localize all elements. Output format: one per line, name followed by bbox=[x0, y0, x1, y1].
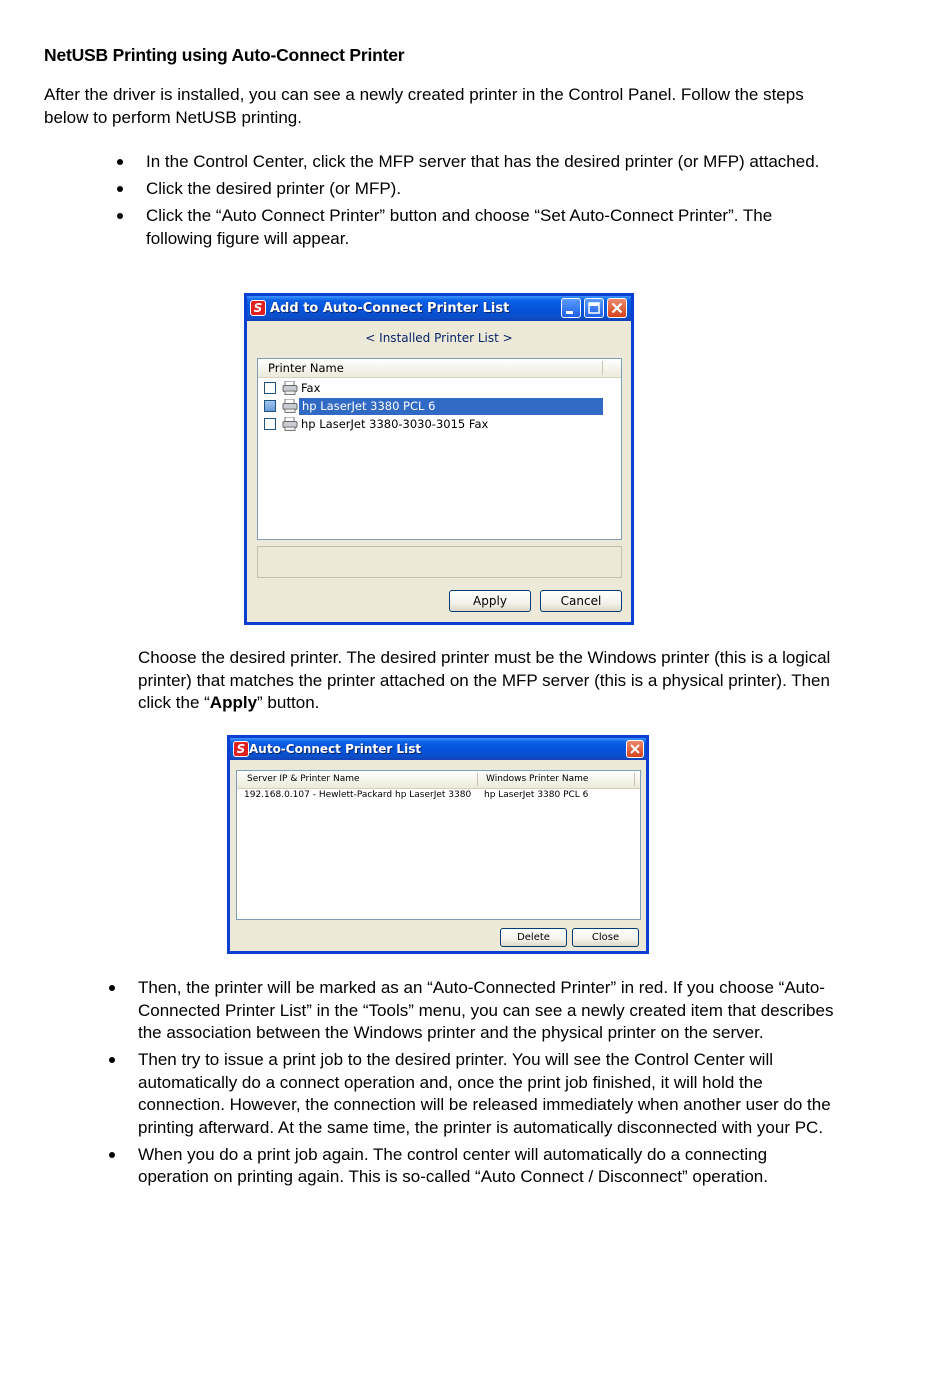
close-button[interactable]: Close bbox=[572, 928, 639, 947]
bullet-icon bbox=[117, 186, 123, 192]
list-column-header bbox=[237, 771, 640, 789]
list-item[interactable] bbox=[264, 380, 604, 397]
printer-name: hp LaserJet 3380-3030-3015 Fax bbox=[301, 417, 489, 431]
printer-checkbox[interactable] bbox=[264, 382, 276, 394]
list-item: Choose the desired printer. The desired printer must be the Windows printer (this is a logical printer) that matches the printer attached on the MFP server (this is a physical printer). Then click the “Apply” button. bbox=[138, 648, 831, 712]
bullet-icon bbox=[117, 213, 123, 219]
list-item: Click the desired printer (or MFP). bbox=[146, 178, 826, 201]
dialog-title: Add to Auto-Connect Printer List bbox=[270, 301, 510, 316]
printer-icon bbox=[282, 381, 298, 395]
delete-button[interactable]: Delete bbox=[500, 928, 567, 947]
list-item: Then try to issue a print job to the desired printer. You will see the Control Center will automatically do a connect operation and, once the print job finished, it will hold the connection. However, the connection will be released immediately when another user do the printing afterward. At the same time, the printer is automatically disconnected with your PC. bbox=[138, 1049, 838, 1139]
list-item: When you do a print job again. The control center will automatically do a connecting operation on printing again. This is so-called “Auto Connect / Disconnect” operation. bbox=[138, 1144, 838, 1189]
printer-name: hp LaserJet 3380 PCL 6 bbox=[302, 399, 436, 413]
steps-list-3 bbox=[138, 977, 838, 1193]
cancel-button[interactable]: Cancel bbox=[540, 590, 622, 612]
bullet-icon bbox=[109, 985, 115, 991]
printer-checkbox[interactable] bbox=[264, 418, 276, 430]
maximize-icon[interactable] bbox=[584, 298, 604, 318]
table-row[interactable] bbox=[244, 788, 471, 805]
table-row-cell bbox=[484, 788, 588, 805]
auto-connect-list[interactable] bbox=[236, 770, 641, 920]
column-windows-printer[interactable]: Windows Printer Name bbox=[486, 774, 589, 784]
server-printer-cell: 192.168.0.107 - Hewlett-Packard hp LaserJet 3380 bbox=[244, 790, 472, 800]
column-header-printer-name[interactable]: Printer Name bbox=[258, 359, 621, 378]
minimize-icon[interactable] bbox=[561, 298, 581, 318]
list-item: Click the “Auto Connect Printer” button and choose “Set Auto-Connect Printer”. The following figure will appear. bbox=[146, 205, 826, 250]
dialog-titlebar[interactable] bbox=[247, 296, 631, 321]
column-divider bbox=[634, 773, 635, 786]
apply-button[interactable]: Apply bbox=[449, 590, 531, 612]
list-item-selected[interactable] bbox=[264, 398, 604, 415]
bullet-icon bbox=[109, 1057, 115, 1063]
printer-checkbox[interactable] bbox=[264, 400, 276, 412]
bullet-icon bbox=[109, 1152, 115, 1158]
windows-printer-cell: hp LaserJet 3380 PCL 6 bbox=[484, 790, 589, 800]
installed-printer-list-caption: < Installed Printer List > bbox=[365, 331, 513, 345]
list-item[interactable] bbox=[264, 416, 604, 433]
close-icon[interactable] bbox=[607, 298, 627, 318]
column-server-ip[interactable]: Server IP & Printer Name bbox=[247, 774, 360, 784]
list-item: Then, the printer will be marked as an “Auto-Connected Printer” in red. If you choose “Auto-Connected Printer List” in the “Tools” menu, you can see a newly created item that describes the association between the Windows printer and the physical printer on the server. bbox=[138, 977, 838, 1045]
dialog-title: Auto-Connect Printer List bbox=[249, 742, 422, 756]
steps-list-1 bbox=[146, 151, 826, 255]
status-box bbox=[257, 546, 622, 578]
add-auto-connect-dialog bbox=[244, 293, 634, 625]
bullet-icon bbox=[117, 159, 123, 165]
app-logo-icon: S bbox=[233, 741, 249, 757]
page-heading: NetUSB Printing using Auto-Connect Printer bbox=[44, 45, 405, 65]
printer-list[interactable] bbox=[257, 358, 622, 540]
dialog-titlebar[interactable] bbox=[230, 738, 646, 760]
steps-list-2 bbox=[138, 647, 838, 715]
app-logo-icon: S bbox=[250, 300, 266, 316]
auto-connect-list-dialog bbox=[227, 735, 649, 954]
printer-icon bbox=[282, 417, 298, 431]
printer-name: Fax bbox=[301, 381, 321, 395]
column-divider bbox=[477, 773, 478, 786]
apply-emphasis: Apply bbox=[209, 693, 258, 712]
list-item: In the Control Center, click the MFP server that has the desired printer (or MFP) attached. bbox=[146, 151, 826, 174]
printer-icon bbox=[282, 399, 298, 413]
column-divider bbox=[602, 361, 603, 375]
intro-paragraph: After the driver is installed, you can see a newly created printer in the Control Panel. Follow the steps below to perform NetUSB printing. bbox=[44, 85, 804, 127]
close-icon[interactable] bbox=[626, 740, 644, 758]
